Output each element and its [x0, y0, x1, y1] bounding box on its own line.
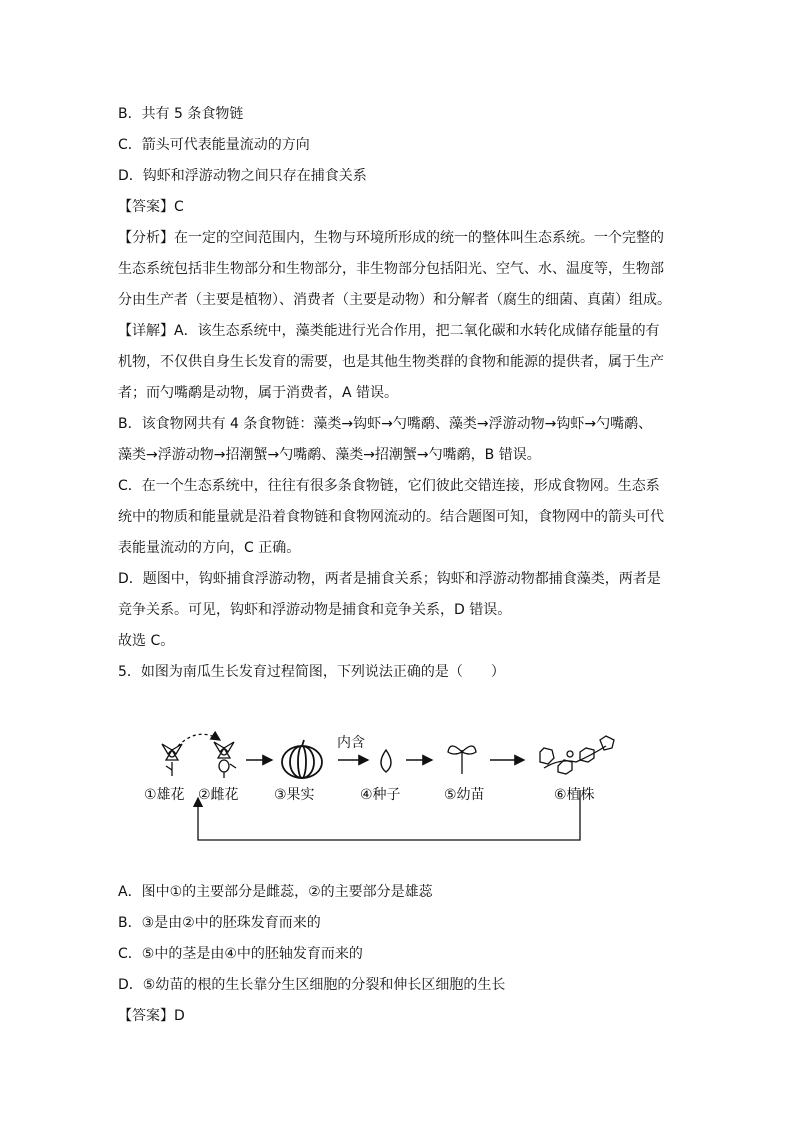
option-c: C．⑤中的茎是由④中的胚轴发育而来的: [118, 946, 363, 962]
seedling-icon: [448, 746, 476, 774]
option-b-prev: B．共有 5 条食物链: [118, 106, 244, 122]
detail-line-2: 机物，不仅供自身生长发育的需要，也是其他生物类群的食物和能源的提供者，属于生产: [118, 354, 664, 370]
answer: 【答案】D: [118, 1008, 185, 1024]
pollination-arrow: [178, 734, 220, 746]
label-seedling: ⑤幼苗: [444, 787, 485, 803]
plant-icon: [540, 736, 614, 774]
male-flower-icon: [162, 744, 182, 776]
detail-line-8: 表能量流动的方向，C 正确。: [118, 540, 301, 556]
option-d-prev: D．钩虾和浮游动物之间只存在捕食关系: [118, 168, 367, 184]
analysis-line-3: 分由生产者（主要是植物）、消费者（主要是动物）和分解者（腐生的细菌、真菌）组成。: [118, 292, 671, 308]
analysis-line-1: 【分析】在一定的空间范围内，生物与环境所形成的统一的整体叫生态系统。一个完整的: [118, 230, 664, 246]
pumpkin-lifecycle-diagram: [140, 728, 620, 848]
detail-line-1: 【详解】A．该生态系统中，藻类能进行光合作用，把二氧化碳和水转化成储存能量的有: [118, 323, 660, 339]
detail-line-5: 藻类→浮游动物→招潮蟹→勺嘴鹬、藻类→招潮蟹→勺嘴鹬，B 错误。: [118, 447, 541, 463]
option-c-prev: C．箭头可代表能量流动的方向: [118, 137, 310, 153]
label-plant: ⑥植株: [554, 787, 595, 803]
detail-line-10: 竞争关系。可见，钩虾和浮游动物是捕食和竞争关系，D 错误。: [118, 602, 512, 618]
detail-line-9: D．题图中，钩虾捕食浮游动物，两者是捕食关系；钩虾和浮游动物都捕食藻类，两者是: [118, 571, 661, 587]
question-5: 5．如图为南瓜生长发育过程简图，下列说法正确的是（ ）: [118, 664, 505, 680]
label-seed: ④种子: [360, 787, 401, 803]
label-female-flower: ②雌花: [198, 787, 239, 803]
option-d: D．⑤幼苗的根的生长靠分生区细胞的分裂和伸长区细胞的生长: [118, 977, 506, 993]
label-fruit: ③果实: [274, 787, 315, 803]
conclusion-line: 故选 C。: [118, 633, 175, 649]
analysis-line-2: 生态系统包括非生物部分和生物部分，非生物部分包括阳光、空气、水、温度等，生物部: [118, 261, 664, 277]
female-flower-icon: [214, 742, 236, 778]
option-a: A．图中①的主要部分是雌蕊，②的主要部分是雄蕊: [118, 884, 433, 900]
detail-line-3: 者；而勺嘴鹬是动物，属于消费者，A 错误。: [118, 385, 399, 401]
arrow-label-contains: 内含: [337, 735, 365, 751]
answer-prev: 【答案】C: [118, 199, 184, 215]
option-b: B．③是由②中的胚珠发育而来的: [118, 915, 321, 931]
seed-icon: [381, 750, 391, 772]
detail-line-7: 统中的物质和能量就是沿着食物链和食物网流动的。结合题图可知，食物网中的箭头可代: [118, 509, 664, 525]
detail-line-4: B．该食物网共有 4 条食物链：藻类→钩虾→勺嘴鹬、藻类→浮游动物→钩虾→勺嘴鹬、: [118, 416, 653, 432]
label-male-flower: ①雄花: [144, 787, 185, 803]
detail-line-6: C．在一个生态系统中，往往有很多条食物链，它们彼此交错连接，形成食物网。生态系: [118, 478, 660, 494]
pumpkin-icon: [282, 740, 322, 778]
